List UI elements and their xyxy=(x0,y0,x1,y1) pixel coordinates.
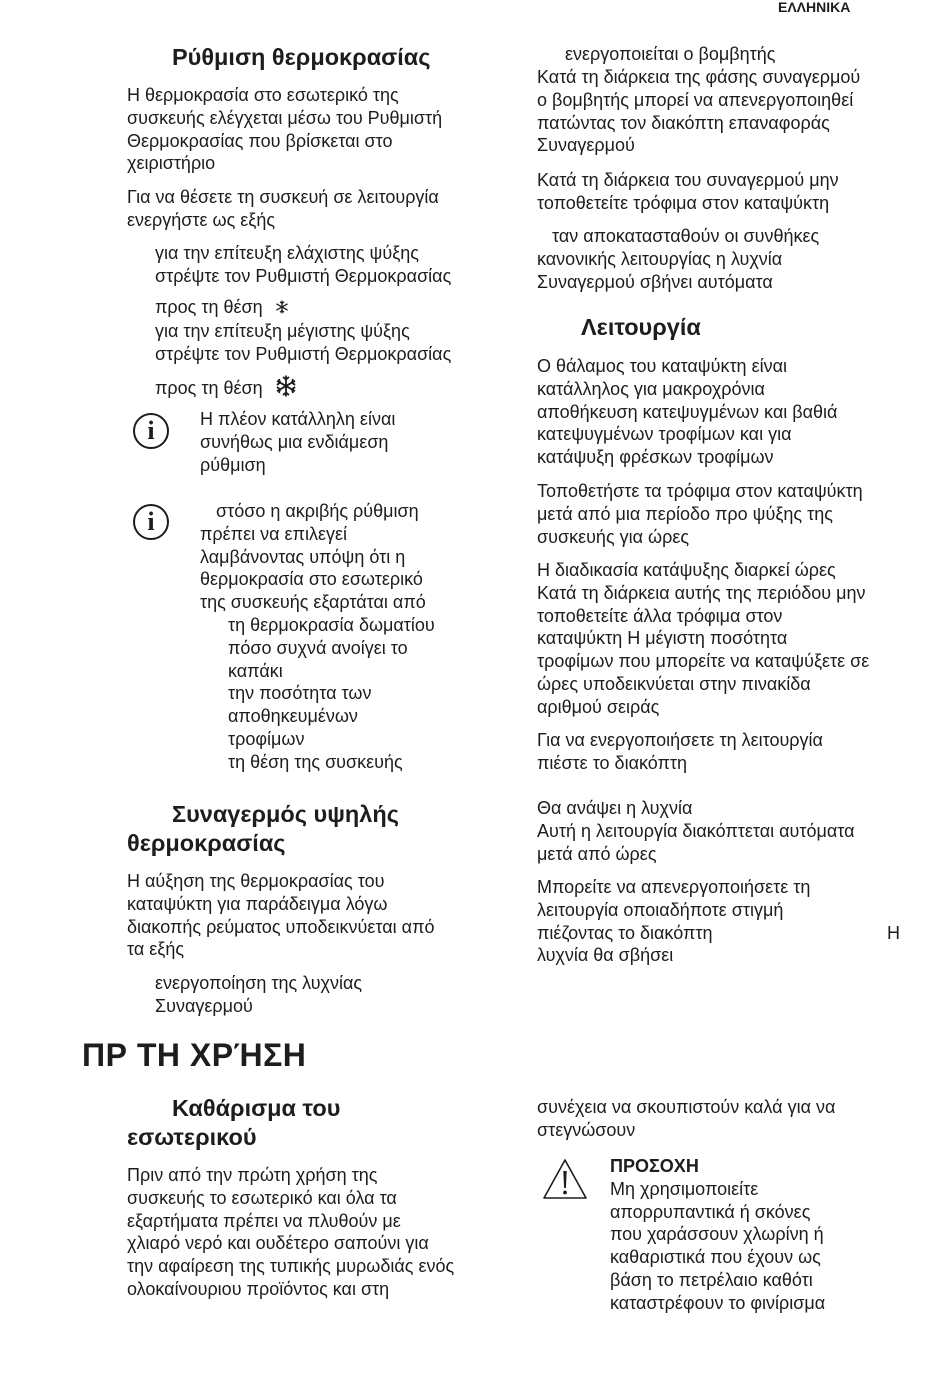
text-line: πιέστε το διακόπτη xyxy=(537,752,688,773)
function-paragraph-1 xyxy=(537,355,837,469)
list-item: αποθηκευμένων xyxy=(228,706,358,727)
alarm-paragraph xyxy=(127,870,435,961)
text-line: στόσο η ακριβής ρύθμιση xyxy=(216,501,419,521)
function-paragraph-4 xyxy=(537,729,823,775)
snowflake-small-icon xyxy=(274,298,290,321)
snowflake-large-icon xyxy=(274,374,298,404)
text-line: κατεψυγμένων τροφίμων και για xyxy=(537,424,792,445)
cleaning-continue-paragraph xyxy=(537,1096,835,1142)
text-line: λυχνία θα σβήσει xyxy=(537,945,674,966)
buzzer-paragraph xyxy=(537,66,860,157)
text-line: που χαράσσουν χλωρίνη ή xyxy=(610,1224,824,1245)
function-paragraph-6-end: Η xyxy=(887,923,900,943)
cleaning-heading xyxy=(127,1094,340,1152)
list-item: τροφίμων xyxy=(228,728,305,749)
text-line: πατώντας τον διακόπτη επαναφοράς xyxy=(537,112,830,133)
text-line: πιέζοντας το διακόπτη xyxy=(537,922,713,943)
list-item: την ποσότητα των xyxy=(228,683,372,704)
text-line: Κατά τη διάρκεια της φάσης συναγερμού xyxy=(537,67,861,87)
text-line: χλιαρό νερό και ουδέτερο σαπούνι για xyxy=(127,1233,429,1254)
text-line: τοποθετείτε τρόφιμα στον καταψύκτη xyxy=(537,192,830,213)
min-cooling-item xyxy=(155,242,451,288)
first-use-title: ΠΡ ΤΗ ΧΡΉΣΗ xyxy=(82,1037,307,1073)
text-line: τα εξής xyxy=(127,939,185,960)
text-line: θερμοκρασία στο εσωτερικό xyxy=(200,569,423,590)
text-line: λαμβάνοντας υπόψη ότι η xyxy=(200,546,406,567)
text-line: Ο θάλαμος του καταψύκτη είναι xyxy=(537,356,787,376)
function-paragraph-3 xyxy=(537,559,869,719)
function-paragraph-6 xyxy=(537,876,810,967)
text-line: συσκευής για ώρες xyxy=(537,526,690,547)
text-line: Η αύξηση της θερμοκρασίας του xyxy=(127,871,385,891)
info-note-2 xyxy=(200,500,426,614)
temp-intro-paragraph xyxy=(127,84,442,175)
cleaning-paragraph xyxy=(127,1164,454,1301)
text-line: ενεργήστε ως εξής xyxy=(127,209,276,230)
info-note-2-list xyxy=(228,614,435,774)
info-note-1 xyxy=(200,408,395,476)
text-line: Συναγερμού xyxy=(537,135,635,156)
info-icon: i xyxy=(133,504,169,540)
text-line: Μη χρησιμοποιείτε xyxy=(610,1178,759,1199)
text-line: κανονικής λειτουργίας η λυχνία xyxy=(537,248,783,269)
text-line: ώρες υποδεικνύεται στην πινακίδα xyxy=(537,673,811,694)
text-line: Θερμοκρασίας που βρίσκεται στο xyxy=(127,130,393,151)
text-line: της συσκευής εξαρτάται από xyxy=(200,592,426,613)
heading-line: Καθάρισμα του xyxy=(172,1095,341,1121)
text-line: ολοκαίνουριου προϊόντος και στη xyxy=(127,1278,390,1299)
text-line: Θα ανάψει η λυχνία xyxy=(537,798,693,818)
text-line: στρέψτε τον Ρυθμιστή Θερμοκρασίας xyxy=(155,343,452,364)
max-cooling-item xyxy=(155,320,451,366)
text-line: Μπορείτε να απενεργοποιήσετε τη xyxy=(537,877,811,897)
list-item: τη θέση της συσκευής xyxy=(228,751,403,772)
text-line: λειτουργία οποιαδήποτε στιγμή xyxy=(537,899,784,920)
text-line: στρέψτε τον Ρυθμιστή Θερμοκρασίας xyxy=(155,265,452,286)
heading-line: Συναγερμός υψηλής xyxy=(172,801,399,827)
text-line: ο βομβητής μπορεί να απενεργοποιηθεί xyxy=(537,89,854,110)
text-line: Η θερμοκρασία στο εσωτερικό της xyxy=(127,85,399,105)
text-line: εξαρτήματα πρέπει να πλυθούν με xyxy=(127,1210,401,1231)
text-line: μετά από ώρες xyxy=(537,843,657,864)
text-line: χειριστήριο xyxy=(127,153,216,174)
min-cooling-position xyxy=(155,296,290,321)
text-line: Η διαδικασία κατάψυξης διαρκεί ώρες xyxy=(537,560,836,580)
text-line: συνήθως μια ενδιάμεση xyxy=(200,431,389,452)
text-line: Για να ενεργοποιήσετε τη λειτουργία xyxy=(537,730,823,750)
text-line: συνέχεια να σκουπιστούν καλά για να xyxy=(537,1097,836,1117)
text-line: Για να θέσετε τη συσκευή σε λειτουργία xyxy=(127,187,439,207)
text-line: Τοποθετήστε τα τρόφιμα στον καταψύκτη xyxy=(537,481,863,501)
text-line: μετά από μια περίοδο προ ψύξης της xyxy=(537,503,833,524)
text-line: Συναγερμού σβήνει αυτόματα xyxy=(537,271,773,292)
text-line: ενεργοποίηση της λυχνίας xyxy=(155,973,363,993)
alarm-list-item xyxy=(155,972,362,1018)
list-item: τη θερμοκρασία δωματίου xyxy=(228,615,435,635)
heading-line: θερμοκρασίας xyxy=(127,830,286,856)
function-heading: Λειτουργία xyxy=(581,314,701,340)
text-line: αριθμού σειράς xyxy=(537,696,660,717)
text-line: για την επίτευξη μέγιστης ψύξης xyxy=(155,321,410,341)
text-line: προς τη θέση xyxy=(155,297,263,317)
text-line: απορρυπαντικά ή σκόνες xyxy=(610,1201,811,1222)
text-line: Πριν από την πρώτη χρήση της xyxy=(127,1165,378,1185)
text-line: τροφίμων που μπορείτε να καταψύξετε σε xyxy=(537,651,870,672)
buzzer-item xyxy=(565,43,775,66)
text-line: πρέπει να επιλεγεί xyxy=(200,523,348,544)
list-item: καπάκι xyxy=(228,660,283,681)
text-line: ταν αποκατασταθούν οι συνθήκες xyxy=(552,226,820,246)
heading-line: εσωτερικού xyxy=(127,1124,257,1150)
text-line: συσκευής το εσωτερικό και όλα τα xyxy=(127,1187,397,1208)
text-line: την αφαίρεση της τυπικής μυρωδιάς ενός xyxy=(127,1256,455,1277)
text-line: κατάλληλος για μακροχρόνια xyxy=(537,378,765,399)
text-line: για την επίτευξη ελάχιστης ψύξης xyxy=(155,243,419,263)
no-food-paragraph xyxy=(537,169,839,215)
text-line: Αυτή η λειτουργία διακόπτεται αυτόματα xyxy=(537,820,855,841)
max-cooling-position xyxy=(155,374,298,404)
text-line: ενεργοποιείται ο βομβητής xyxy=(565,44,776,64)
operate-paragraph xyxy=(127,186,439,232)
text-line: στεγνώσουν xyxy=(537,1119,636,1140)
text-line: διακοπής ρεύματος υποδεικνύεται από xyxy=(127,916,435,937)
text-line: καταστρέφουν το φινίρισμα xyxy=(610,1292,826,1313)
list-item: πόσο συχνά ανοίγει το xyxy=(228,637,408,658)
text-line: Η πλέον κατάλληλη είναι xyxy=(200,409,396,429)
text-line: προς τη θέση xyxy=(155,378,263,398)
text-line: κατάψυξη φρέσκων τροφίμων xyxy=(537,447,774,468)
function-paragraph-5 xyxy=(537,797,855,865)
text-line: ρύθμιση xyxy=(200,454,266,475)
text-line: Κατά τη διάρκεια αυτής της περιόδου μην xyxy=(537,582,866,603)
text-line: καταψύκτη Η μέγιστη ποσότητα xyxy=(537,628,788,649)
text-line: συσκευής ελέγχεται μέσω του Ρυθμιστή xyxy=(127,107,443,128)
function-paragraph-2 xyxy=(537,480,863,548)
text-line: αποθήκευση κατεψυγμένων και βαθιά xyxy=(537,401,838,422)
warning-box xyxy=(610,1155,825,1315)
text-line: βάση το πετρέλαιο καθότι xyxy=(610,1269,813,1290)
temp-setting-heading: Ρύθμιση θερμοκρασίας xyxy=(172,44,431,70)
text-line: καταψύκτη για παράδειγμα λόγω xyxy=(127,893,388,914)
restored-paragraph xyxy=(537,225,819,293)
text-line: Συναγερμού xyxy=(155,995,253,1016)
info-icon: i xyxy=(133,413,169,449)
text-line: καθαριστικά που έχουν ως xyxy=(610,1247,821,1268)
alarm-heading xyxy=(127,800,399,858)
warning-triangle-icon xyxy=(541,1157,589,1206)
language-label: ΕΛΛΗΝΙΚΑ xyxy=(778,0,851,15)
text-line: τοποθετείτε άλλα τρόφιμα στον xyxy=(537,605,783,626)
text-line: Κατά τη διάρκεια του συναγερμού μην xyxy=(537,170,839,190)
warning-title: ΠΡΟΣΟΧΗ xyxy=(610,1156,699,1176)
